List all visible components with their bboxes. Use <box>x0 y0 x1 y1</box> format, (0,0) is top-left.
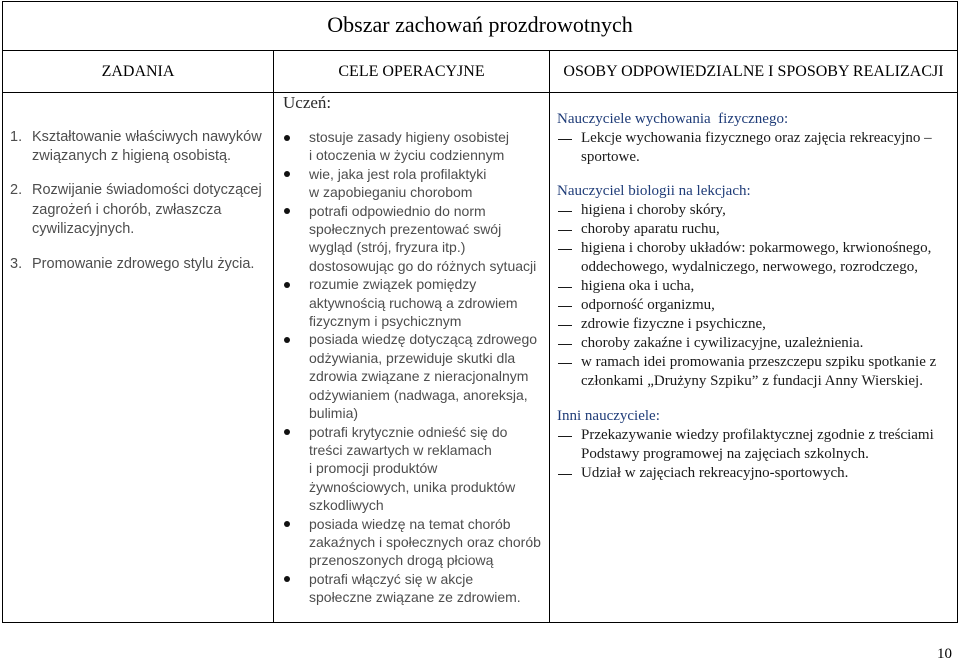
method-item <box>550 464 957 483</box>
section-heading: Inni nauczyciele: <box>557 407 660 424</box>
column-header-tasks <box>2 50 274 93</box>
tasks-list <box>10 128 268 274</box>
dash-bullet-icon <box>558 306 572 307</box>
goal-text-line: wygląd (strój, fryzura itp.) <box>309 239 466 256</box>
goal-text-line: przenoszonych drogą płciową <box>309 552 494 569</box>
table-title: Obszar zachowań prozdrowotnych <box>327 12 633 37</box>
responsible-section-biology-teacher <box>550 182 957 391</box>
goal-item <box>274 202 546 276</box>
bullet-icon <box>284 521 290 527</box>
method-text-line: oddechowego, wydalniczego, nerwowego, rozrodczego, <box>581 259 918 275</box>
responsible-list <box>550 110 957 483</box>
dash-bullet-icon <box>558 474 572 475</box>
task-text-line: zagrożeń i chorób, zwłaszcza <box>32 201 222 218</box>
method-item <box>550 239 957 277</box>
goal-text-line: społecznych prezentować swój <box>309 221 502 238</box>
goal-text-line: fizycznym i psychicznym <box>309 313 462 330</box>
method-item <box>550 277 957 296</box>
goal-text-line: posiada wiedzę dotyczącą zdrowego <box>309 331 538 348</box>
method-text-line: zdrowie fizyczne i psychiczne, <box>581 316 766 332</box>
task-item <box>10 181 268 239</box>
method-item <box>550 296 957 315</box>
goal-text-line: zdrowia związane z nieracjonalnym <box>309 368 529 385</box>
task-item <box>10 128 268 167</box>
dash-bullet-icon <box>558 363 572 364</box>
bullet-icon <box>284 208 290 214</box>
method-item <box>550 353 957 391</box>
section-heading: Nauczyciel biologii na lekcjach: <box>557 183 751 199</box>
goal-text-line: i otoczenia w życiu codziennym <box>309 147 505 164</box>
goal-item <box>274 128 546 165</box>
task-text-line: związanych z higieną osobistą. <box>32 147 232 164</box>
goal-text-line: potrafi włączyć się w akcje <box>309 570 474 587</box>
method-text-line: higiena i choroby układów: pokarmowego, krwionośnego, <box>581 240 932 256</box>
goal-item <box>274 165 546 202</box>
method-item <box>550 220 957 239</box>
dash-bullet-icon <box>558 436 572 437</box>
goal-text-line: treści zawartych w reklamach <box>309 441 492 458</box>
goal-item <box>274 515 546 570</box>
task-number: 2. <box>10 182 23 199</box>
column-header-label: OSOBY ODPOWIEDZIALNE I SPOSOBY REALIZACJI <box>563 62 944 80</box>
goal-text-line: potrafi krytycznie odnieść się do <box>309 423 508 440</box>
goal-text-line: w zapobieganiu chorobom <box>309 184 473 201</box>
goal-text-line: dostosowując go do różnych sytuacji <box>309 257 537 274</box>
dash-bullet-icon <box>558 230 572 231</box>
task-text-line: Rozwijanie świadomości dotyczącej <box>32 182 262 199</box>
bullet-icon <box>284 576 290 582</box>
task-number: 1. <box>10 128 23 145</box>
goals-list <box>274 128 546 607</box>
method-item <box>550 201 957 220</box>
task-text-line: Kształtowanie właściwych nawyków <box>32 128 262 145</box>
task-number: 3. <box>10 255 23 272</box>
goal-text-line: stosuje zasady higieny osobistej <box>309 129 510 145</box>
method-item <box>550 334 957 353</box>
goal-text-line: odżywiania, przewiduje skutki dla <box>309 349 516 366</box>
goal-text-line: zakaźnych i społecznych oraz chorób <box>309 533 541 550</box>
goal-text-line: wie, jaka jest rola profilaktyki <box>309 165 487 182</box>
goal-text-line: społeczne związane ze zdrowiem. <box>309 589 521 606</box>
goal-item <box>274 330 546 422</box>
goal-text-line: i promocji produktów <box>309 460 438 477</box>
task-text-line: Promowanie zdrowego stylu życia. <box>32 255 255 272</box>
goal-text-line: szkodliwych <box>309 497 384 514</box>
goal-text-line: rozumie związek pomiędzy <box>309 276 477 293</box>
table-title-cell <box>2 1 958 51</box>
task-text-line: cywilizacyjnych. <box>32 221 135 238</box>
dash-bullet-icon <box>558 325 572 326</box>
method-text-line: Lekcje wychowania fizycznego oraz zajęcia rekreacyjno – <box>581 129 932 146</box>
method-text-line: odporność organizmu, <box>581 297 715 313</box>
method-item <box>550 129 957 167</box>
tasks-cell <box>2 92 274 623</box>
dash-bullet-icon <box>558 139 572 140</box>
goal-text-line: posiada wiedzę na temat chorób <box>309 515 511 532</box>
column-header-goals <box>273 50 550 93</box>
responsible-section-other-teachers <box>550 407 957 483</box>
goal-item <box>274 570 546 607</box>
method-text-line: w ramach idei promowania przeszczepu szpiku spotkanie z <box>581 354 937 370</box>
goal-text-line: odżywianiem (nadwaga, anoreksja, <box>309 386 528 403</box>
method-text-line: sportowe. <box>581 148 640 165</box>
goal-text-line: żywnościowych, unika produktów <box>309 478 516 495</box>
bullet-icon <box>284 171 290 177</box>
dash-bullet-icon <box>558 249 572 250</box>
method-text-line: Przekazywanie wiedzy profilaktycznej zgodnie z treściami <box>581 426 934 443</box>
method-text-line: Udział w zajęciach rekreacyjno-sportowych. <box>581 464 849 481</box>
bullet-icon <box>284 282 290 288</box>
bullet-icon <box>284 337 290 343</box>
goal-text-line: bulimia) <box>309 405 359 422</box>
dash-bullet-icon <box>558 211 572 212</box>
method-item <box>550 315 957 334</box>
goals-subject: Uczeń: <box>283 93 332 112</box>
method-text-line: higiena i choroby skóry, <box>581 202 726 218</box>
goal-item <box>274 275 546 330</box>
goal-text-line: aktywnością ruchową a zdrowiem <box>309 294 518 311</box>
goal-item <box>274 423 546 515</box>
goals-cell <box>273 92 550 623</box>
method-text-line: higiena oka i ucha, <box>581 278 695 294</box>
method-text-line: członkami „Drużyny Szpiku” z fundacji Anny Wierskiej. <box>581 373 923 389</box>
column-header-label: CELE OPERACYJNE <box>338 62 485 80</box>
method-text-line: choroby aparatu ruchu, <box>581 221 720 237</box>
dash-bullet-icon <box>558 344 572 345</box>
task-item <box>10 255 268 274</box>
bullet-icon <box>284 135 290 141</box>
column-header-label: ZADANIA <box>101 62 175 80</box>
bullet-icon <box>284 429 290 435</box>
section-heading: Nauczyciele wychowania fizycznego: <box>557 110 789 127</box>
method-item <box>550 426 957 464</box>
responsible-section-pe-teachers <box>550 110 957 167</box>
method-text-line: choroby zakaźne i cywilizacyjne, uzależnienia. <box>581 335 864 351</box>
responsible-cell <box>549 92 958 623</box>
page-number: 10 <box>937 646 952 662</box>
column-header-responsible <box>549 50 958 93</box>
goal-text-line: potrafi odpowiednio do norm <box>309 202 486 219</box>
method-text-line: Podstawy programowej na zajęciach szkolnych. <box>581 445 869 462</box>
dash-bullet-icon <box>558 287 572 288</box>
